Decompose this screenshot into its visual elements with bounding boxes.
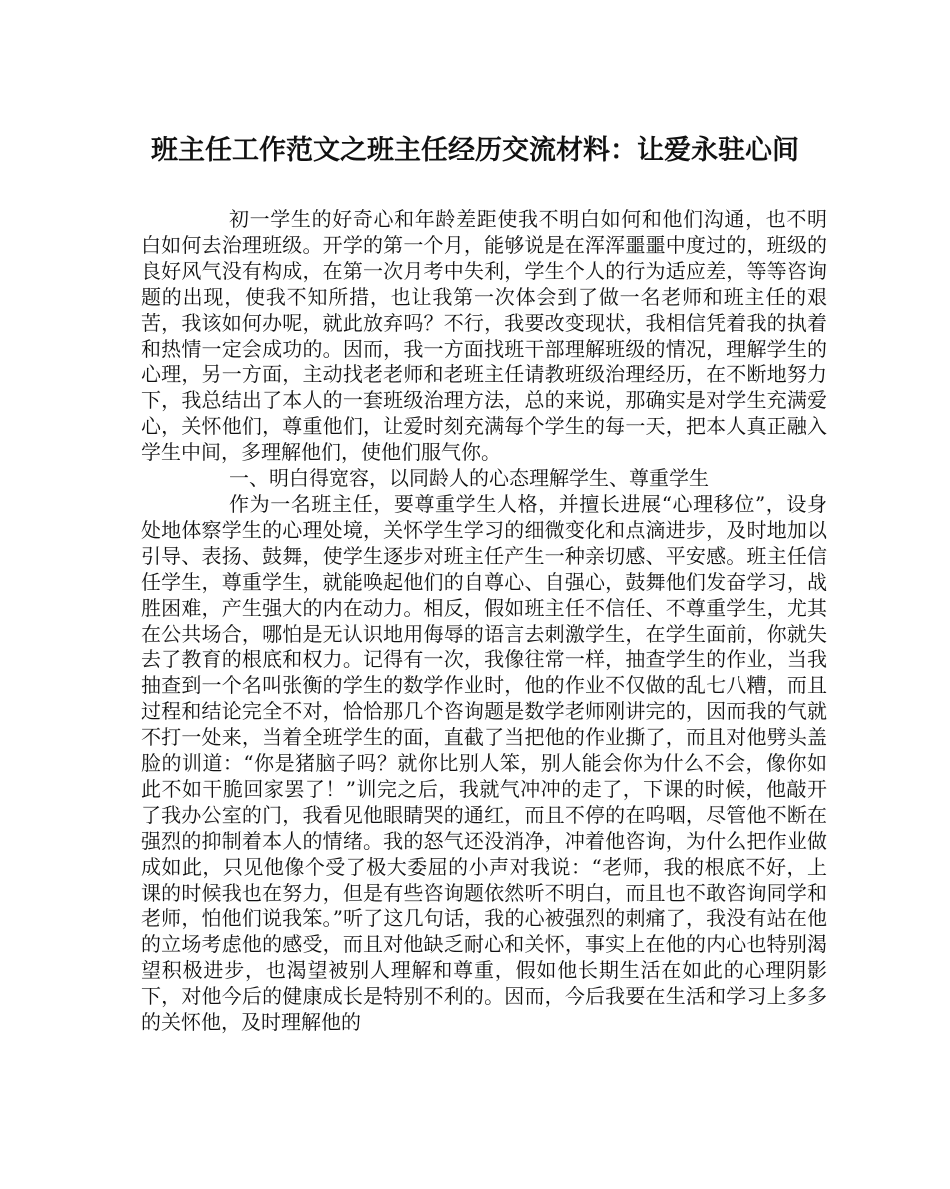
- paragraph-intro: 初一学生的好奇心和年龄差距使我不明白如何和他们沟通，也不明白如何去治理班级。开学的第一个月，能够说是在浑浑噩噩中度过的，班级的良好风气没有构成，在第一次月考中失利，学生个人的行为适应差，等等咨询题的出现，使我不知所措，也让我第一次体会到了做一名老师和班主任的艰苦，我该如何办呢，就此放弃吗？不行，我要改变现状，我相信凭着我的执着和热情一定会成功的。因而，我一方面找班干部理解班级的情况，理解学生的心理，另一方面，主动找老老师和老班主任请教班级治理经历，在不断地努力下，我总结出了本人的一套班级治理方法，总的来说，那确实是对学生充满爱心，关怀他们，尊重他们，让爱时刻充满每个学生的每一天，把本人真正融入学生中间，多理解他们，使他们服气你。: [141, 207, 827, 465]
- document-body: [141, 207, 827, 1036]
- paragraph-section-1: 作为一名班主任，要尊重学生人格，并擅长进展“心理移位”，设身处地体察学生的心理处境，关怀学生学习的细微变化和点滴进步，及时地加以引导、表扬、鼓舞，使学生逐步对班主任产生一种亲切感、平安感。班主任信任学生，尊重学生，就能唤起他们的自尊心、自强心，鼓舞他们发奋学习，战胜困难，产生强大的内在动力。相反，假如班主任不信任、不尊重学生，尤其在公共场合，哪怕是无认识地用侮辱的语言去刺激学生，在学生面前，你就失去了教育的根底和权力。记得有一次，我像往常一样，抽查学生的作业，当我抽查到一个名叫张衡的学生的数学作业时，他的作业不仅做的乱七八糟，而且过程和结论完全不对，恰恰那几个咨询题是数学老师刚讲完的，因而我的气就不打一处来，当着全班学生的面，直截了当把他的作业撕了，而且对他劈头盖脸的训道：“你是猪脑子吗？就你比别人笨，别人能会你为什么不会，像你如此不如干脆回家罢了！”训完之后，我就气冲冲的走了，下课的时候，他敲开了我办公室的门，我看见他眼睛哭的通红，而且不停的在呜咽，尽管他不断在强烈的抑制着本人的情绪。我的怒气还没消净，冲着他咨询，为什么把作业做成如此，只见他像个受了极大委屈的小声对我说：“老师，我的根底不好，上课的时候我也在努力，但是有些咨询题依然听不明白，而且也不敢咨询同学和老师，怕他们说我笨。”听了这几句话，我的心被强烈的刺痛了，我没有站在他的立场考虑他的感受，而且对他缺乏耐心和关怀，事实上在他的内心也特别渴望积极进步，也渴望被别人理解和尊重，假如他长期生活在如此的心理阴影下，对他今后的健康成长是特别不利的。因而，今后我要在生活和学习上多多的关怀他，及时理解他的: [141, 491, 827, 1035]
- document-title: 班主任工作范文之班主任经历交流材料：让爱永驻心间: [151, 135, 799, 166]
- section-heading-1: 一、明白得宽容，以同龄人的心态理解学生、尊重学生: [229, 466, 709, 491]
